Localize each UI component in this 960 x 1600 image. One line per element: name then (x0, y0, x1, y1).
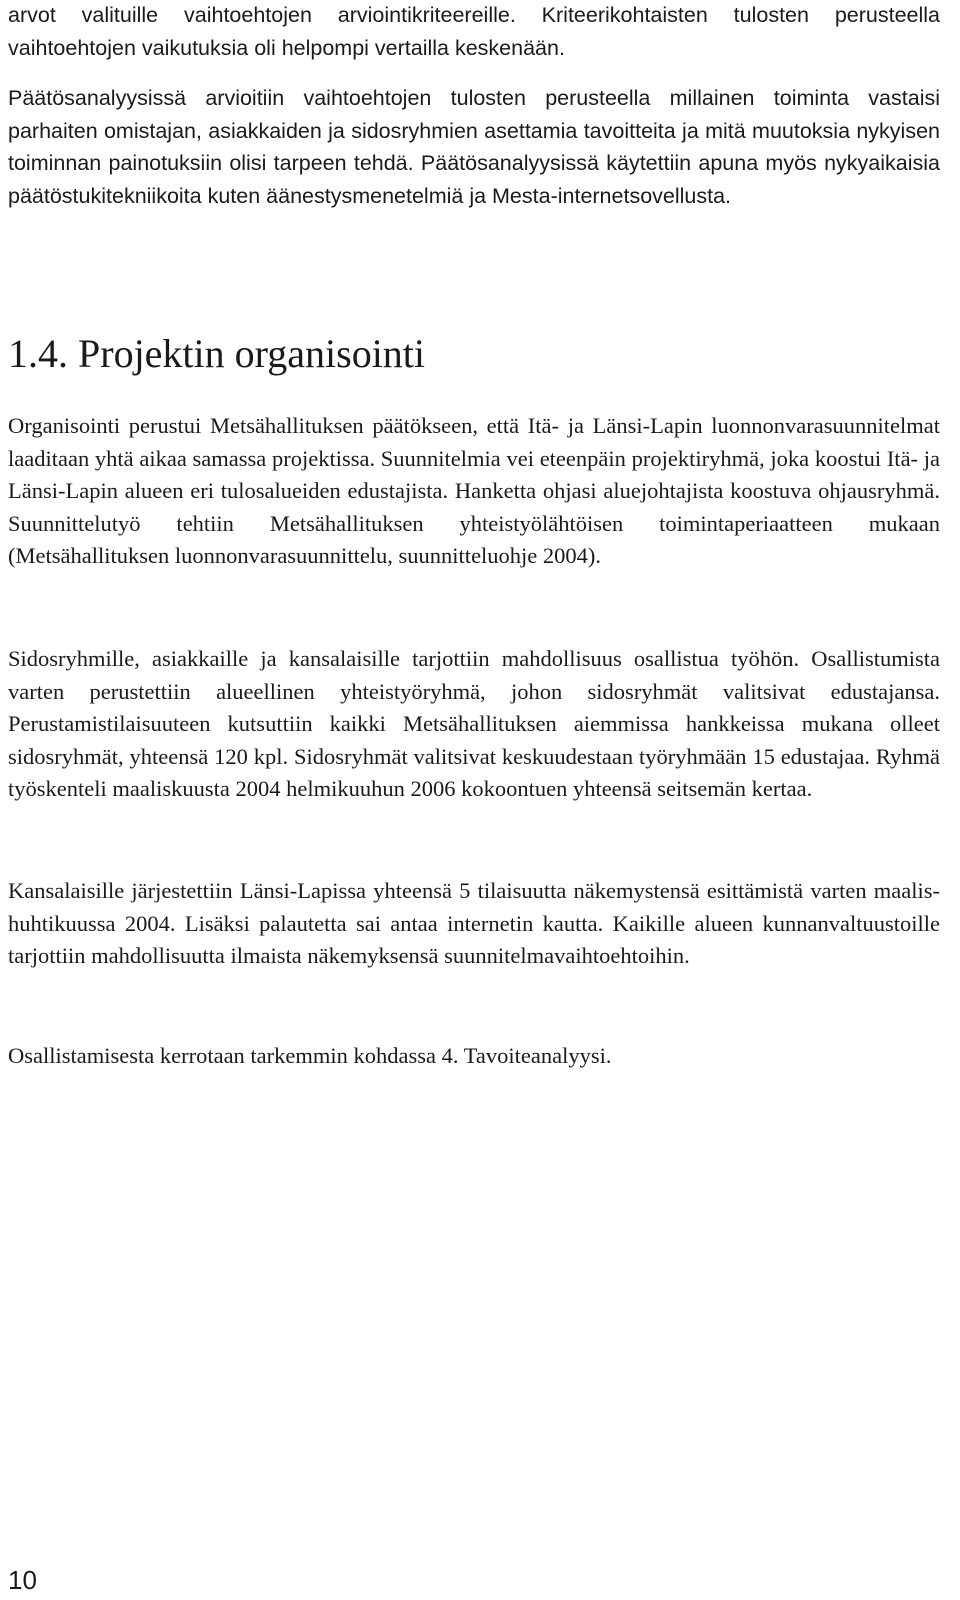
section-paragraph-organisation: Organisointi perustui Metsähallituksen päätökseen, että Itä- ja Länsi-Lapin luonnonvarasuunnitelmat laaditaan yhtä aikaa samassa projektissa. Suunnitelmia vei eteenpäin projektiryhmä, joka koostui Itä- ja Länsi-Lapin alueen eri tulosalueiden edustajista. Hanketta ohjasi aluejohtajista koostuva ohjausryhmä. Suunnittelutyö tehtiin Metsähallituksen yhteistyölähtöisen toimintaperiaatteen mukaan (Metsähallituksen luonnonvarasuunnittelu, suunnitteluohje 2004). (8, 413, 940, 568)
intro-paragraph-2: Päätösanalyysissä arvioitiin vaihtoehtojen tulosten perusteella millainen toiminta vastaisi parhaiten omistajan, asiakkaiden ja sidosryhmien asettamia tavoitteita ja mitä muutoksia nykyisen toiminnan painotuksiin olisi tarpeen tehdä. Päätösanalyysissä käytettiin apuna myös nykyaikaisia päätöstukitekniikoita kuten äänestysmenetelmiä ja Mesta-internetsovellusta. (8, 86, 940, 208)
section-paragraph-stakeholders: Sidosryhmille, asiakkaille ja kansalaisille tarjottiin mahdollisuus osallistua työhön. Osallistumista varten perustettiin alueellinen yhteistyöryhmä, johon sidosryhmät valitsivat edustajansa. Perustamistilaisuuteen kutsuttiin kaikki Metsähallituksen aiemmissa hankkeissa mukana olleet sidosryhmät, yhteensä 120 kpl. Sidosryhmät valitsivat keskuudestaan työryhmään 15 edustajaa. Ryhmä työskenteli maaliskuusta 2004 helmikuuhun 2006 kokoontuen yhteensä seitsemän kertaa. (8, 646, 940, 801)
section-heading: 1.4. Projektin organisointi (8, 331, 426, 376)
intro-paragraph-1: arvot valituille vaihtoehtojen arviointikriteereille. Kriteerikohtaisten tulosten perusteella vaihtoehtojen vaikutuksia oli helpompi vertailla keskenään. (8, 3, 940, 60)
page-number: 10 (8, 1565, 37, 1595)
section-paragraph-reference: Osallistamisesta kerrotaan tarkemmin kohdassa 4. Tavoiteanalyysi. (8, 1043, 612, 1068)
section-paragraph-citizens: Kansalaisille järjestettiin Länsi-Lapissa yhteensä 5 tilaisuutta näkemystensä esittämistä varten maalis-huhtikuussa 2004. Lisäksi palautetta sai antaa internetin kautta. Kaikille alueen kunnanvaltuustoille tarjottiin mahdollisuutta ilmaista näkemyksensä suunnitelmavaihtoehtoihin. (8, 878, 940, 968)
